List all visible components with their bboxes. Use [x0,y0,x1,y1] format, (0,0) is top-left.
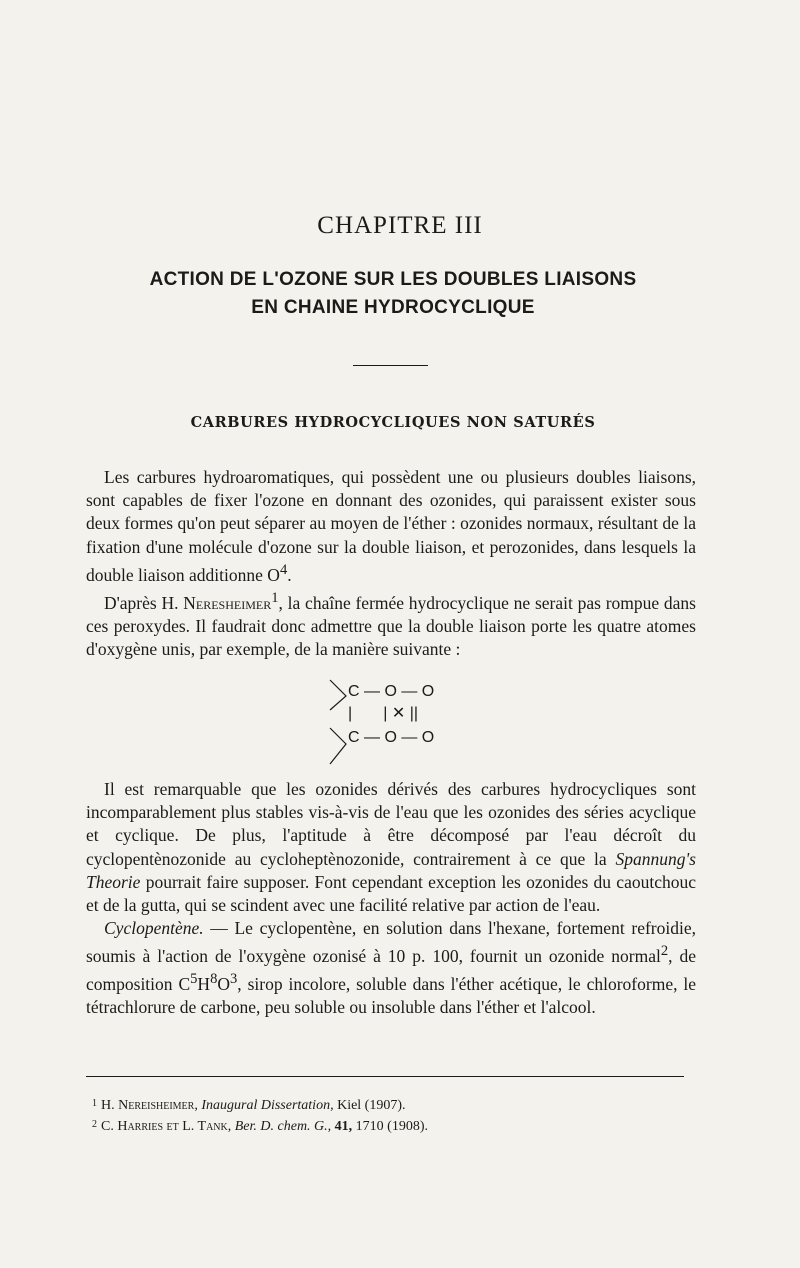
formula-bond-lines [326,676,350,772]
footnote-ref-1: 1 [271,589,279,606]
theory-name: Spannung's Theorie [86,848,696,892]
formula-sup: 8 [210,971,218,988]
footnote-mark: 2 [92,1119,97,1130]
text-block-top [86,466,696,661]
paragraph-2 [86,587,696,661]
chapter-heading: CHAPITRE III [317,212,483,239]
paragraph-2-lead: D'après H. [104,592,184,613]
footnote-ref-2: 2 [660,943,669,960]
compound-term: Cyclopentène. [104,918,204,939]
chapter-title [0,266,786,322]
chapter-title-line-2: EN CHAINE HYDROCYCLIQUE [251,297,535,318]
paragraph-4-text-a: — Le cyclopentène, en solution dans l'hexane, fortement refroidie, soumis à l'action de l'oxygène ozonisé à 10 p. 100, fournit un ozonide normal [86,918,696,967]
footnote-work: Inaugural Dissertation, [201,1098,334,1113]
paragraph-3 [86,778,696,917]
paragraph-4 [86,917,696,1019]
footnote-mark: 1 [92,1098,97,1109]
footnote-rest: Kiel (1907). [333,1098,406,1113]
paragraph-1 [86,466,696,587]
formula-line-2: | | ✕ || [348,705,419,722]
section-heading: CARBURES HYDROCYCLIQUES NON SATURÉS [190,414,596,431]
paragraph-1-text: Les carbures hydroaromatiques, qui possèdent une ou plusieurs doubles liaisons, sont capables de fixer l'ozone en donnant des ozonides, qui paraissent exister sous deux formes qu'on peut séparer au moyen de l'éther : ozonides normaux, résultant de la fixation d'une molécule d'ozone sur la double liaison, et perozonides, dans lesquels la double liaison additionne O [86,467,696,585]
footnote-separator-rule [86,1076,684,1077]
paragraph-2-text: , la chaîne fermée hydrocyclique ne serait pas rompue dans ces peroxydes. Il faudrait donc admettre que la double liaison porte les quatre atomes d'oxygène unis, par exemple, de la manière suivante : [86,592,696,660]
structural-formula [326,676,466,772]
paragraph-4-text-b: , de composition C [86,946,696,995]
footnote-rest: 1710 (1908). [352,1119,428,1134]
formula-element: O [217,974,230,995]
footnote-2 [92,1115,692,1136]
title-separator-rule [353,365,428,366]
footnote-author: H. Nereisheimer, [101,1098,198,1113]
chapter-title-line-1: ACTION DE L'OZONE SUR LES DOUBLES LIAISONS [149,269,637,290]
footnote-work: Ber. D. chem. G., [234,1119,332,1134]
punct: . [287,564,292,585]
formula-sup: 3 [230,971,238,988]
superscript: 4 [279,561,288,578]
paragraph-3-text-b: pourrait faire supposer. Font cependant exception les ozonides du caoutchouc et de la gutta, qui se scindent avec une facilité relative par action de l'eau. [86,871,696,916]
formula-line-3: C — O — O [348,729,435,746]
footnote-1 [92,1094,692,1115]
formula-line-1: C — O — O [348,683,435,700]
paragraph-4-text-c: , sirop incolore, soluble dans l'éther acétique, le chloroforme, le tétrachlorure de carbone, peu soluble ou insoluble dans l'éther et l'alcool. [86,974,697,1018]
footnotes [92,1094,692,1136]
footnote-author: C. Harries et L. Tank, [101,1119,232,1134]
author-name: Neresheimer [183,592,272,613]
footnote-volume: 41, [334,1119,353,1134]
paragraph-3-text-a: Il est remarquable que les ozonides dérivés des carbures hydrocycliques sont incomparablement plus stables vis-à-vis de l'eau que les ozonides des séries acyclique et cyclique. De plus, l'aptitude à être décomposé par l'eau décroît du cyclopentènozonide au cycloheptènozonide, contrairement à ce que la [86,779,696,869]
text-block-bottom [86,778,696,1020]
formula-element: H [197,974,211,995]
formula-sup: 5 [190,971,198,988]
